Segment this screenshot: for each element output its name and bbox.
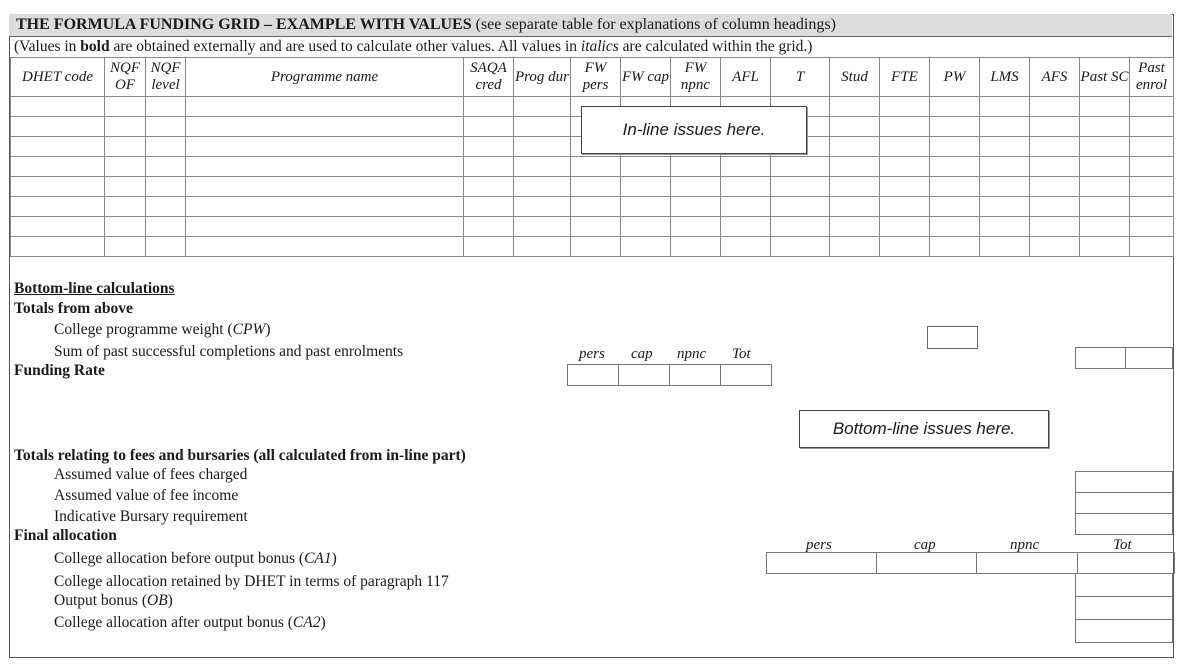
ca1-npnc-cell[interactable] [976, 552, 1078, 574]
retained-label: College allocation retained by DHET in terms of paragraph 117 [54, 573, 449, 590]
grid-cell[interactable] [930, 117, 980, 137]
grid-cell[interactable] [830, 177, 880, 197]
funding-grid-table [10, 57, 1174, 257]
inline-issues-callout: In-line issues here. [581, 106, 807, 154]
grid-cell[interactable] [771, 217, 830, 237]
grid-cell[interactable] [880, 117, 930, 137]
ca1-pers-cell[interactable] [766, 552, 877, 574]
grid-cell[interactable] [514, 217, 571, 237]
grid-cell[interactable] [571, 157, 621, 177]
grid-cell[interactable] [1080, 177, 1130, 197]
ca1-abbr: CA1 [304, 550, 332, 567]
grid-cell[interactable] [830, 217, 880, 237]
grid-cell[interactable] [771, 237, 830, 257]
grid-header-row [11, 58, 1174, 97]
fees-bursaries-heading: Totals relating to fees and bursaries (all calculated from in-line part) [14, 447, 466, 464]
grid-cell[interactable] [980, 137, 1030, 157]
grid-cell[interactable] [571, 217, 621, 237]
ca2-tot-cell[interactable] [1075, 619, 1173, 643]
grid-cell[interactable] [464, 237, 514, 257]
grid-cell[interactable] [146, 237, 186, 257]
grid-cell[interactable] [1130, 177, 1174, 197]
grid-cell[interactable] [464, 157, 514, 177]
ca2-close: ) [320, 614, 326, 631]
grid-cell[interactable] [721, 237, 771, 257]
grid-cell[interactable] [105, 157, 146, 177]
rate-header-npnc: npnc [677, 346, 707, 362]
ob-label-text: Output bonus ( [54, 592, 147, 609]
grid-cell[interactable] [671, 197, 721, 217]
col-fte: FTE [880, 58, 930, 97]
subtitle-part-3: are calculated within the grid.) [618, 38, 813, 55]
rate-tot-cell[interactable] [720, 364, 772, 386]
grid-cell[interactable] [105, 117, 146, 137]
grid-cell[interactable] [980, 157, 1030, 177]
grid-cell[interactable] [1130, 197, 1174, 217]
fees-charged-cell[interactable] [1075, 471, 1173, 493]
col-saqa-cred: SAQA cred [464, 58, 514, 97]
col-past-enrol: Past enrol [1130, 58, 1174, 97]
grid-cell[interactable] [621, 177, 671, 197]
grid-cell[interactable] [1130, 117, 1174, 137]
grid-cell[interactable] [1030, 117, 1080, 137]
title-note: (see separate table for explanations of column headings) [471, 16, 836, 33]
bursary-requirement-label: Indicative Bursary requirement [54, 508, 248, 525]
grid-cell[interactable] [105, 217, 146, 237]
grid-row [11, 237, 1174, 257]
grid-cell[interactable] [621, 237, 671, 257]
rate-pers-cell[interactable] [567, 364, 619, 386]
totals-above-heading: Totals from above [14, 300, 133, 317]
grid-cell[interactable] [880, 217, 930, 237]
grid-row [11, 197, 1174, 217]
grid-cell[interactable] [105, 197, 146, 217]
rate-header-tot: Tot [732, 346, 751, 362]
grid-cell[interactable] [880, 97, 930, 117]
col-afs: AFS [1030, 58, 1080, 97]
grid-cell[interactable] [11, 217, 105, 237]
grid-cell[interactable] [105, 177, 146, 197]
grid-cell[interactable] [830, 137, 880, 157]
grid-cell[interactable] [1130, 157, 1174, 177]
grid-cell[interactable] [146, 97, 186, 117]
grid-cell[interactable] [671, 237, 721, 257]
col-past-sc: Past SC [1080, 58, 1130, 97]
grid-cell[interactable] [11, 177, 105, 197]
grid-cell[interactable] [721, 217, 771, 237]
col-t: T [771, 58, 830, 97]
grid-cell[interactable] [146, 157, 186, 177]
grid-cell[interactable] [771, 157, 830, 177]
fee-income-label: Assumed value of fee income [54, 487, 239, 504]
grid-row [11, 157, 1174, 177]
grid-cell[interactable] [514, 237, 571, 257]
grid-cell[interactable] [830, 117, 880, 137]
alloc-header-npnc: npnc [1010, 537, 1040, 553]
grid-row [11, 217, 1174, 237]
grid-cell[interactable] [1080, 217, 1130, 237]
col-lms: LMS [980, 58, 1030, 97]
grid-cell[interactable] [671, 177, 721, 197]
grid-cell[interactable] [1080, 237, 1130, 257]
grid-cell[interactable] [671, 217, 721, 237]
grid-cell[interactable] [186, 197, 464, 217]
ca1-label [54, 550, 337, 568]
grid-cell[interactable] [1130, 237, 1174, 257]
grid-cell[interactable] [721, 157, 771, 177]
grid-cell[interactable] [514, 97, 571, 117]
funding-rate-cells [567, 364, 771, 386]
grid-cell[interactable] [980, 197, 1030, 217]
rate-npnc-cell[interactable] [669, 364, 721, 386]
grid-cell[interactable] [771, 197, 830, 217]
grid-cell[interactable] [146, 217, 186, 237]
subtitle-part-2: are obtained externally and are used to calculate other values. All values in [109, 38, 581, 55]
grid-cell[interactable] [880, 237, 930, 257]
retained-tot-cell[interactable] [1075, 573, 1173, 597]
grid-cell[interactable] [11, 97, 105, 117]
grid-cell[interactable] [464, 197, 514, 217]
grid-cell[interactable] [11, 157, 105, 177]
col-fw-pers: FW pers [571, 58, 621, 97]
grid-cell[interactable] [186, 157, 464, 177]
rate-header-pers: pers [579, 346, 605, 362]
grid-cell[interactable] [880, 197, 930, 217]
ca2-abbr: CA2 [292, 614, 321, 631]
grid-cell[interactable] [464, 177, 514, 197]
grid-cell[interactable] [830, 157, 880, 177]
grid-cell[interactable] [880, 177, 930, 197]
col-dhet-code: DHET code [11, 58, 105, 97]
col-fw-cap: FW cap [621, 58, 671, 97]
col-fw-npnc: FW npnc [671, 58, 721, 97]
grid-cell[interactable] [980, 217, 1030, 237]
grid-cell[interactable] [105, 237, 146, 257]
grid-cell[interactable] [980, 177, 1030, 197]
grid-cell[interactable] [980, 97, 1030, 117]
grid-cell[interactable] [880, 157, 930, 177]
grid-cell[interactable] [186, 137, 464, 157]
col-stud: Stud [830, 58, 880, 97]
ca1-label-text: College allocation before output bonus ( [54, 550, 305, 567]
sum-past-cells [1075, 347, 1172, 369]
grid-cell[interactable] [621, 197, 671, 217]
grid-cell[interactable] [11, 197, 105, 217]
col-prog-dur: Prog dur [514, 58, 571, 97]
page-title [16, 16, 836, 34]
grid-cell[interactable] [146, 137, 186, 157]
alloc-header-tot: Tot [1113, 537, 1132, 553]
subtitle-italic: italics [580, 38, 619, 55]
grid-cell[interactable] [721, 177, 771, 197]
grid-cell[interactable] [464, 117, 514, 137]
subtitle [14, 38, 812, 56]
title-main: THE FORMULA FUNDING GRID – EXAMPLE WITH VALUES [16, 16, 472, 33]
grid-cell[interactable] [514, 117, 571, 137]
grid-cell[interactable] [1030, 137, 1080, 157]
grid-cell[interactable] [930, 137, 980, 157]
grid-cell[interactable] [1130, 217, 1174, 237]
subtitle-part-1: (Values in [14, 38, 81, 55]
grid-cell[interactable] [514, 137, 571, 157]
grid-cell[interactable] [186, 177, 464, 197]
grid-cell[interactable] [1080, 197, 1130, 217]
grid-cell[interactable] [571, 237, 621, 257]
alloc-header-cap: cap [914, 537, 936, 553]
grid-cell[interactable] [186, 237, 464, 257]
bottom-line-heading: Bottom-line calculations [14, 280, 175, 297]
col-programme-name: Programme name [186, 58, 464, 97]
grid-row [11, 177, 1174, 197]
grid-cell[interactable] [721, 197, 771, 217]
ca1-cap-cell[interactable] [876, 552, 977, 574]
grid-cell[interactable] [1080, 97, 1130, 117]
grid-cell[interactable] [621, 217, 671, 237]
grid-cell[interactable] [980, 117, 1030, 137]
ob-close: ) [167, 592, 173, 609]
grid-cell[interactable] [1030, 237, 1080, 257]
final-alloc-tot-cells [1075, 573, 1173, 642]
fees-charged-label: Assumed value of fees charged [54, 466, 248, 483]
grid-cell[interactable] [105, 137, 146, 157]
grid-cell[interactable] [1030, 197, 1080, 217]
cpw-label-text: College programme weight ( [54, 321, 233, 338]
grid-cell[interactable] [830, 197, 880, 217]
grid-cell[interactable] [930, 157, 980, 177]
grid-cell[interactable] [930, 237, 980, 257]
ob-label [54, 592, 173, 610]
ca1-tot-cell[interactable] [1077, 552, 1175, 574]
rate-cap-cell[interactable] [618, 364, 670, 386]
ca1-cells [766, 552, 1174, 574]
col-nqf-level: NQF level [146, 58, 186, 97]
grid-cell[interactable] [1080, 137, 1130, 157]
grid-cell[interactable] [105, 97, 146, 117]
grid-cell[interactable] [514, 197, 571, 217]
grid-cell[interactable] [930, 217, 980, 237]
bottom-line-issues-callout: Bottom-line issues here. [799, 410, 1049, 448]
fee-income-cell[interactable] [1075, 492, 1173, 514]
grid-cell[interactable] [186, 117, 464, 137]
grid-cell[interactable] [1130, 97, 1174, 117]
grid-cell[interactable] [186, 217, 464, 237]
sum-past-sc-cell[interactable] [1075, 347, 1126, 369]
grid-cell[interactable] [464, 97, 514, 117]
ob-abbr: OB [147, 592, 168, 609]
grid-cell[interactable] [830, 97, 880, 117]
grid-cell[interactable] [621, 157, 671, 177]
cpw-label [54, 321, 271, 339]
grid-cell[interactable] [11, 117, 105, 137]
funding-rate-label: Funding Rate [14, 362, 105, 379]
rate-header-cap: cap [631, 346, 653, 362]
grid-cell[interactable] [1030, 157, 1080, 177]
grid-cell[interactable] [930, 97, 980, 117]
grid-cell[interactable] [1130, 137, 1174, 157]
grid-cell[interactable] [1080, 157, 1130, 177]
grid-cell[interactable] [186, 97, 464, 117]
cpw-value-box[interactable] [927, 326, 978, 349]
grid-cell[interactable] [671, 157, 721, 177]
grid-cell[interactable] [1030, 217, 1080, 237]
grid-cell[interactable] [930, 177, 980, 197]
bursary-cell[interactable] [1075, 513, 1173, 535]
alloc-header-pers: pers [806, 537, 832, 553]
cpw-close: ) [265, 321, 271, 338]
col-pw: PW [930, 58, 980, 97]
ob-tot-cell[interactable] [1075, 596, 1173, 620]
subtitle-bold: bold [80, 38, 110, 55]
grid-cell[interactable] [1030, 177, 1080, 197]
cpw-abbr: CPW [232, 321, 266, 338]
grid-cell[interactable] [464, 137, 514, 157]
col-afl: AFL [721, 58, 771, 97]
grid-cell[interactable] [11, 237, 105, 257]
ca2-label-text: College allocation after output bonus ( [54, 614, 293, 631]
final-allocation-heading: Final allocation [14, 527, 117, 544]
grid-cell[interactable] [464, 217, 514, 237]
grid-cell[interactable] [146, 117, 186, 137]
col-nqf-of: NQF OF [105, 58, 146, 97]
grid-cell[interactable] [571, 177, 621, 197]
grid-cell[interactable] [11, 137, 105, 157]
sum-past-enrol-cell[interactable] [1125, 347, 1173, 369]
grid-cell[interactable] [830, 237, 880, 257]
grid-cell[interactable] [1030, 97, 1080, 117]
grid-cell[interactable] [1080, 117, 1130, 137]
grid-cell[interactable] [930, 197, 980, 217]
grid-cell[interactable] [880, 137, 930, 157]
grid-cell[interactable] [771, 177, 830, 197]
grid-cell[interactable] [980, 237, 1030, 257]
grid-cell[interactable] [514, 157, 571, 177]
fees-value-cells [1075, 471, 1173, 534]
ca2-label [54, 614, 326, 632]
sum-past-label: Sum of past successful completions and past enrolments [54, 343, 404, 360]
grid-cell[interactable] [146, 177, 186, 197]
ca1-close: ) [331, 550, 337, 567]
grid-cell[interactable] [514, 177, 571, 197]
grid-cell[interactable] [146, 197, 186, 217]
grid-cell[interactable] [571, 197, 621, 217]
